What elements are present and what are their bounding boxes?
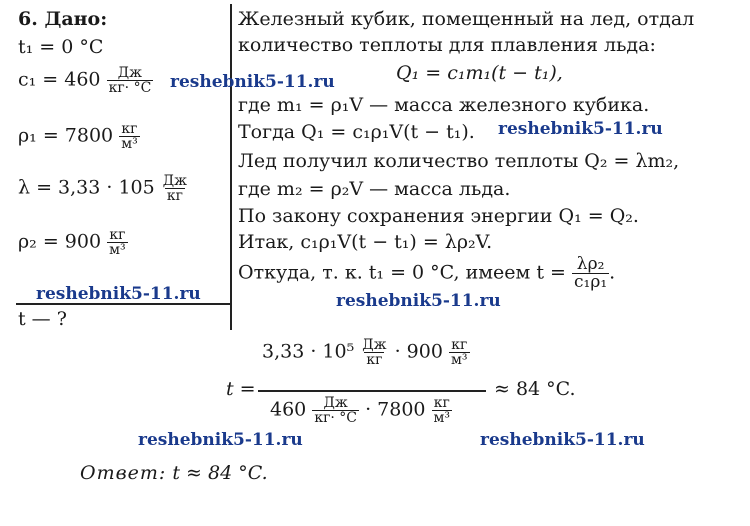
lambda-unit: $\frac{Дж}{кг}$ bbox=[162, 173, 188, 204]
solution-line-7: где m₂ = ρ₂V — масса льда. bbox=[238, 178, 511, 200]
calc-lhs: t = bbox=[226, 378, 256, 400]
rho1-unit: $\frac{кг}{\text{м³}}$ bbox=[121, 121, 138, 152]
c1-unit: $\frac{Дж}{кг\cdot ^\circ C}$ bbox=[108, 65, 152, 96]
solution-line-2: количество теплоты для плавления льда: bbox=[238, 34, 656, 56]
given-lambda: λ = 3,33 · 105 $\frac{Дж}{кг}$ bbox=[18, 173, 188, 204]
solution-line-5: Тогда Q₁ = c₁ρ₁V(t − t₁). bbox=[238, 121, 475, 143]
watermark: reshebnik5-11.ru bbox=[498, 119, 663, 139]
answer-value: t ≈ 84 °C. bbox=[172, 462, 268, 484]
problem-number: 6. Дано: bbox=[18, 8, 108, 30]
watermark: reshebnik5-11.ru bbox=[170, 72, 335, 92]
solution-line-4: где m₁ = ρ₁V — масса железного кубика. bbox=[238, 94, 650, 116]
rho2-unit: $\frac{кг}{\text{м³}}$ bbox=[109, 227, 126, 258]
solution-line-6: Лед получил количество теплоты Q₂ = λm₂, bbox=[238, 150, 680, 172]
solution-line-1: Железный кубик, помещенный на лед, отдал bbox=[238, 8, 695, 30]
answer bbox=[80, 462, 268, 484]
equation-q1: Q₁ = c₁m₁(t − t₁), bbox=[396, 62, 563, 84]
given-rho1: ρ₁ = 7800 $\frac{кг}{\text{м³}}$ bbox=[18, 121, 138, 152]
solution-line-8: По закону сохранения энергии Q₁ = Q₂. bbox=[238, 205, 639, 227]
watermark: reshebnik5-11.ru bbox=[138, 430, 303, 450]
given-find: t — ? bbox=[18, 308, 67, 330]
watermark: reshebnik5-11.ru bbox=[480, 430, 645, 450]
watermark: reshebnik5-11.ru bbox=[336, 291, 501, 311]
calc-denominator: 460 $\frac{Дж}{кг\cdot ^\circ C}$ · 7800 $\frac{кг}{\text{м³}}$ bbox=[270, 395, 451, 426]
answer-label: Ответ: bbox=[80, 462, 167, 484]
solution-line-9: Итак, c₁ρ₁V(t − t₁) = λρ₂V. bbox=[238, 231, 493, 253]
calc-numerator: 3,33 · 10⁵ $\frac{Дж}{кг}$ · 900 $\frac{кг}{\text{м³}}$ bbox=[262, 337, 468, 368]
given-c1: c₁ = 460 $\frac{Дж}{кг\cdot ^\circ C}$ bbox=[18, 65, 152, 96]
given-t1: t₁ = 0 °C bbox=[18, 36, 104, 58]
column-divider bbox=[230, 4, 232, 330]
given-rho2: ρ₂ = 900 $\frac{кг}{\text{м³}}$ bbox=[18, 227, 126, 258]
calc-fraction-bar bbox=[258, 390, 486, 392]
watermark: reshebnik5-11.ru bbox=[36, 284, 201, 304]
t-formula-fraction: $\frac{\text{λρ₂}}{\text{c₁ρ₁}}$ bbox=[574, 254, 608, 292]
calc-result: ≈ 84 °C. bbox=[494, 378, 576, 400]
solution-line-10: Откуда, т. к. t₁ = 0 °C, имеем t = $\frac{\text{λρ₂}}{\text{c₁ρ₁}}$ . bbox=[238, 254, 616, 292]
